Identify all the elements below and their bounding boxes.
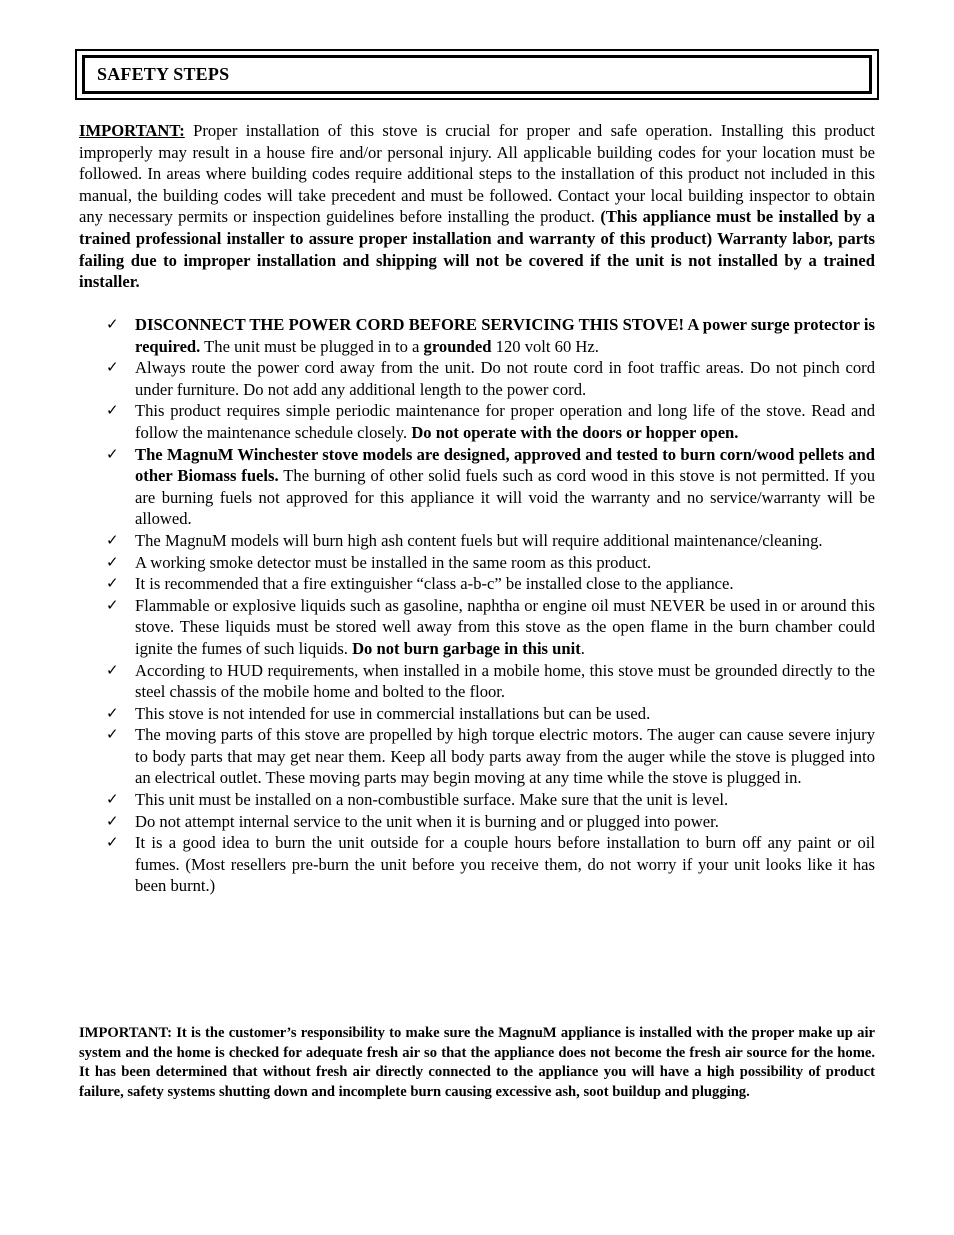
check-icon: ✓ [106,530,119,549]
section-title: SAFETY STEPS [97,64,230,84]
step-text: A working smoke detector must be installed in the same room as this product. [135,552,652,572]
step-text: The unit must be plugged in to a [200,336,424,356]
safety-step [79,832,875,897]
step-text: This product requires simple periodic maintenance for proper operation and long life of the stove. Read and follow the maintenance schedule closely. [135,401,875,442]
step-text: The burning of other solid fuels such as cord wood in this stove is not permitted. If you are burning fuels not approved for this appliance it will void the warranty and no service/warranty will be allowed. [135,466,876,529]
safety-step [79,552,875,574]
step-bold-text: grounded [423,336,492,356]
step-text: 120 volt 60 Hz. [491,336,599,356]
safety-step [79,530,875,552]
step-text: Do not attempt internal service to the unit when it is burning and or plugged into power. [135,811,719,831]
intro-bold-text: (This appliance must be installed by a trained professional installer to assure proper installation and warranty of this product) Warranty labor, parts failing due to improper installation and shipping will not be covered if the unit is not installed by a trained installer. [79,207,875,292]
safety-step [79,357,875,400]
step-bold-text: DISCONNECT THE POWER CORD BEFORE SERVICING THIS STOVE! A power surge protector is required. [135,315,875,356]
step-text: It is a good idea to burn the unit outside for a couple hours before installation to burn off any paint or oil fumes. (Most resellers pre-burn the unit before you receive them, do not worry if your unit looks like it has been burnt.) [135,833,875,896]
safety-step [79,660,875,703]
check-icon: ✓ [106,358,119,377]
section-title-inner-frame [82,55,872,94]
step-bold-text: Do not burn garbage in this unit [352,638,581,658]
check-icon: ✓ [106,552,119,571]
step-text: According to HUD requirements, when installed in a mobile home, this stove must be grounded directly to the steel chassis of the mobile home and bolted to the floor. [135,660,875,702]
check-icon: ✓ [106,574,119,593]
intro-paragraph [79,120,875,293]
check-icon: ✓ [106,401,119,420]
check-icon: ✓ [106,315,119,333]
intro-important-label: IMPORTANT: [79,121,185,140]
step-text: Flammable or explosive liquids such as gasoline, naphtha or engine oil must NEVER be used in or around this stove. These liquids must be stored well away from this stove as the open flame in the burn chamber could ignite the fumes of such liquids. [135,595,875,658]
safety-step [79,789,875,811]
check-icon: ✓ [106,660,119,679]
check-icon: ✓ [106,811,119,830]
intro-text: Proper installation of this stove is crucial for proper and safe operation. Installing this product improperly may result in a house fire and/or personal injury. All applicable building codes for your location must be followed. In areas where building codes require additional steps to the installation of this product not included in this manual, the building codes will take precedent and must be followed. Contact your local building inspector to obtain any necessary permits or inspection guidelines before installing the product. [79,121,875,227]
step-text: This unit must be installed on a non-combustible surface. Make sure that the unit is level. [135,790,729,810]
section-title-box [75,49,879,100]
check-icon: ✓ [106,444,119,463]
step-text: . [580,638,585,658]
check-icon: ✓ [106,703,119,722]
safety-step [79,703,875,725]
footer-important-note: IMPORTANT: It is the customer’s responsibility to make sure the MagnuM appliance is installed with the proper make up air system and the home is checked for adequate fresh air so that the appliance does not become the fresh air source for the home. It has been determined that without fresh air directly connected to the appliance you will have a high possibility of product failure, safety systems shutting down and incomplete burn causing excessive ash, soot buildup and plugging. [79,1025,875,1100]
check-icon: ✓ [106,790,119,809]
check-icon: ✓ [106,595,119,614]
safety-step [79,444,875,530]
step-text: The MagnuM models will burn high ash content fuels but will require additional maintenance/cleaning. [135,530,823,550]
safety-step [79,573,875,595]
safety-step [79,724,875,789]
step-bold-text: The MagnuM Winchester stove models are designed, approved and tested to burn corn/wood pellets and other Biomass fuels. [135,444,875,486]
safety-step [79,400,875,443]
check-icon: ✓ [106,725,119,744]
step-bold-text: Do not operate with the doors or hopper open. [411,422,739,442]
step-text: It is recommended that a fire extinguisher “class a-b-c” be installed close to the appliance. [135,574,734,594]
safety-steps-list [79,314,875,897]
check-icon: ✓ [106,833,119,852]
safety-step [79,595,875,660]
safety-step [79,811,875,833]
step-text: This stove is not intended for use in commercial installations but can be used. [135,703,651,723]
step-text: Always route the power cord away from the unit. Do not route cord in foot traffic areas. Do not pinch cord under furniture. Do not add any additional length to the power cord. [135,358,875,399]
step-text: The moving parts of this stove are propelled by high torque electric motors. The auger can cause severe injury to body parts that may get near them. Keep all body parts away from the auger while the stove is plugged into an electrical outlet. These moving parts may begin moving at any time while the stove is plugged in. [135,725,875,788]
safety-step [79,314,875,357]
